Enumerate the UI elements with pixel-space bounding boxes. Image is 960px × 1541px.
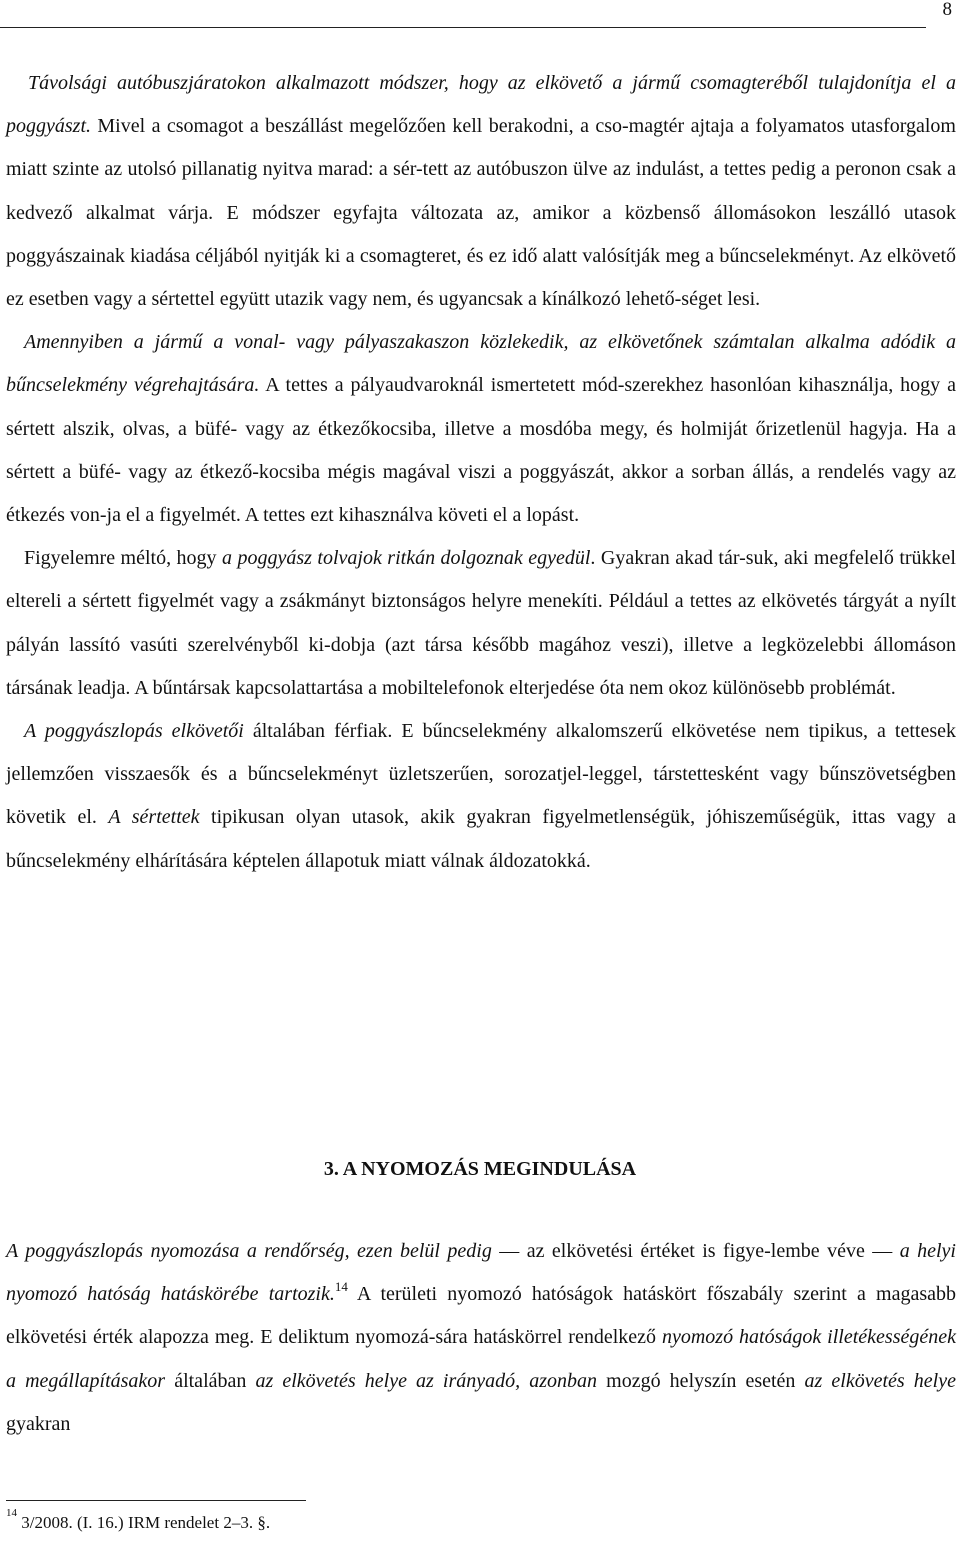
footnote-rule [6, 1500, 306, 1501]
header-rule [0, 27, 926, 28]
paragraph-2-run-1: A tettes a pályaudvaroknál ismertetett mód-szerekhez hasonlóan kihasználja, hogy a sértett alszik, olvas, a büfé- vagy az étkezőkocsiba, illetve a mosdóba megy, és holmiját őrizetlenül hagyja. Ha a sértett a büfé- vagy az étkező-kocsiba mégis magával viszi a poggyászát, akkor a sorban állás, a rendelés vagy az étkezés von-ja el a figyelmét. A tettes ezt kihasználva követi el a lopást. [6, 374, 956, 527]
section-paragraph [6, 1230, 956, 1446]
section-run-1: — az elkövetési értéket is figye-lembe véve — [491, 1240, 900, 1262]
section-run-5: nyomozó hatóságok illetékességének a megállapításakor [6, 1326, 956, 1392]
paragraph-4-run-1: általában férfiak. E bűncselekmény alkalomszerű elkövetése nem tipikus, a tettesek jellemzően visszaesők és a bűncselekményt üzletszerűen, sorozatjel-leggel, társtettesként vagy bűnszövetségben követik el. [6, 720, 956, 829]
section-run-8: mozgó helyszín esetén [597, 1369, 805, 1392]
paragraph-3-run-1: a poggyász tolvajok ritkán dolgoznak egyedül [222, 547, 591, 570]
paragraph-4 [6, 710, 956, 883]
paragraph-2-run-0: Amennyiben a jármű a vonal- vagy pályaszakaszon közlekedik, az elkövetőnek számtalan alkalma adódik a bűncselekmény végrehajtására. [6, 331, 956, 397]
footnote-text: 3/2008. (I. 16.) IRM rendelet 2–3. §. [17, 1513, 271, 1532]
paragraph-3 [6, 537, 956, 710]
section-run-6: általában [165, 1369, 256, 1392]
paragraph-4-run-2: A sértettek [108, 806, 200, 829]
section-run-10: gyakran [6, 1412, 71, 1435]
footnote-marker: 14 [6, 1507, 17, 1520]
section-run-2: a helyi nyomozó hatóság hatáskörébe tartozik. [6, 1240, 956, 1306]
paragraph-1 [6, 62, 956, 321]
body-text [6, 62, 956, 883]
section-title: 3. A NYOMOZÁS MEGINDULÁSA [323, 1158, 637, 1180]
section-body [6, 1230, 956, 1446]
paragraph-3-run-0: Figyelemre méltó, hogy [24, 547, 223, 570]
paragraph-1-run-0: Távolsági autóbuszjáratokon alkalmazott módszer, hogy az elkövető a jármű csomagteréből tulajdonítja el a poggyászt. [6, 72, 956, 138]
paragraph-4-run-0: A poggyászlopás elkövetői [24, 720, 244, 743]
paragraph-3-run-2: . Gyakran akad tár-suk, aki megfelelő trükkel eltereli a sértett figyelmét vagy a zsákmányt biztonságos helyre menekíti. Például a tettes az elkövetés tárgyát a nyílt pályán lassító vasúti szerelvényből ki-dobja (azt társa később magához veszi), illetve a legközelebbi állomáson társának leadja. A bűntársak kapcsolattartása a mobiltelefonok elterjedése óta nem okoz különösebb problémát. [6, 547, 956, 699]
section-run-9: az elkövetés helye [804, 1369, 956, 1392]
paragraph-1-run-1: Mivel a csomagot a beszállást megelőzően kell berakodni, a cso-magtér ajtaja a folyamatos utasforgalom miatt szinte az utolsó pillanatig nyitva marad: a sér-tett az autóbuszon ülve az indulást, a tettes pedig a peronon csak a kedvező alkalmat várja. E módszer egyfajta változata az, amikor a közbenső állomásokon leszálló utasok poggyászainak kiadása céljából nyitják ki a csomagteret, és ez idő alatt valósítják meg a bűncselekményt. Az elkövető ez esetben vagy a sértettel együtt utazik vagy nem, és ugyancsak a kínálkozó lehető-séget lesi. [6, 115, 956, 311]
section-run-7: az elkövetés helye az irányadó, azonban [255, 1369, 598, 1392]
page-number: 8 [942, 0, 952, 20]
footnote-reference[interactable]: 14 [334, 1278, 348, 1294]
section-run-4: A területi nyomozó hatóságok hatáskört főszabály szerint a magasabb elkövetési érték alapozza meg. E deliktum nyomozá-sára hatáskörrel rendelkező [6, 1283, 956, 1349]
footnote [6, 1507, 271, 1533]
paragraph-2 [6, 321, 956, 537]
paragraph-4-run-3: tipikusan olyan utasok, akik gyakran figyelmetlenségük, jóhiszeműségük, ittas vagy a bűncselekmény elhárítására képtelen állapotuk miatt válnak áldozatokká. [6, 806, 956, 872]
section-run-0: A poggyászlopás nyomozása a rendőrség, ezen belül pedig [6, 1240, 492, 1262]
